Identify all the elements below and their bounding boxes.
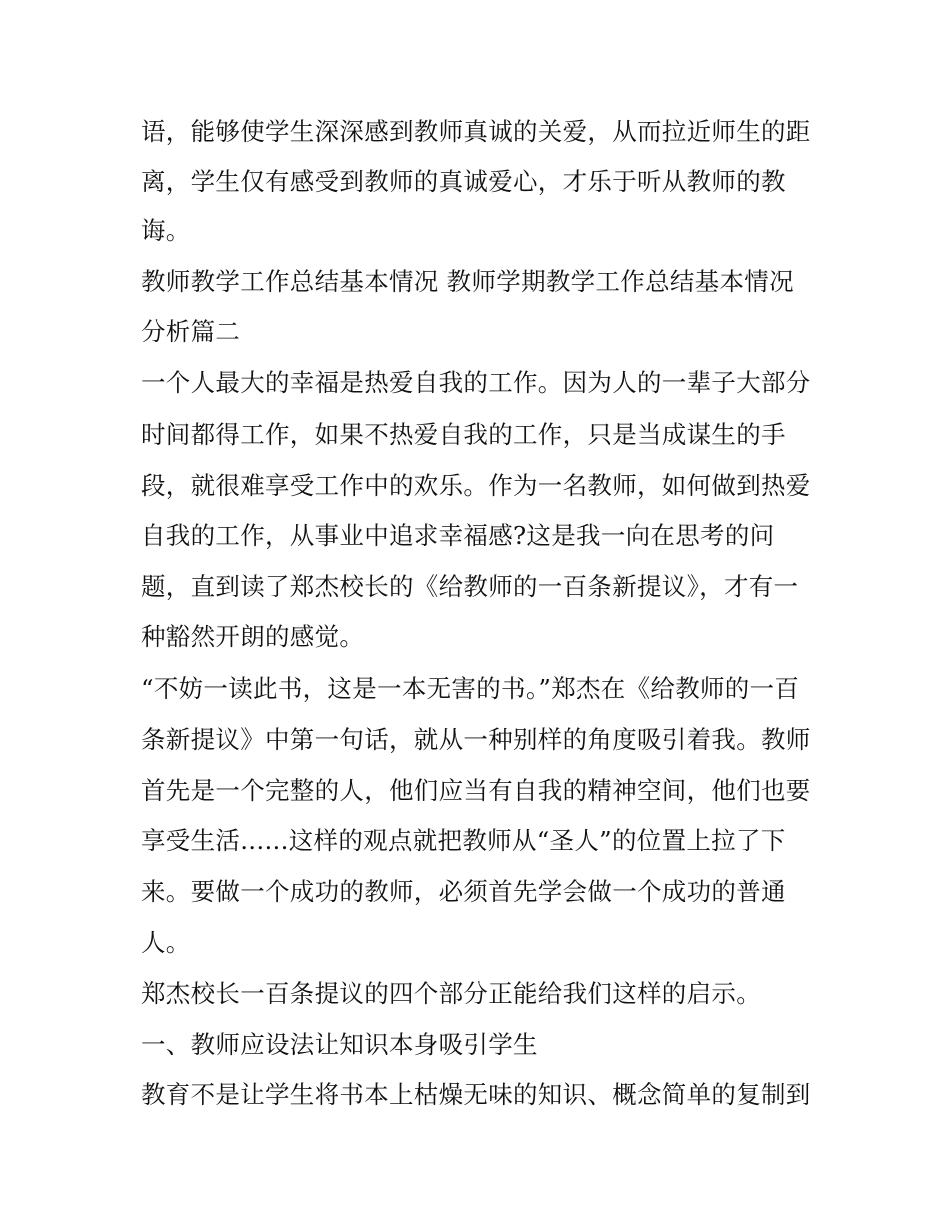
subheading-line: 一、教师应设法让知识本身吸引学生 — [141, 1030, 538, 1059]
text-line: 语，能够使学生深深感到教师真诚的关爱，从而拉近师生的距 — [141, 117, 811, 146]
text-line: 离，学生仅有感受到教师的真诚爱心，才乐于听从教师的教 — [141, 167, 786, 196]
text-line: 来。要做一个成功的教师，必须首先学会做一个成功的普通 — [141, 877, 786, 906]
text-line: 享受生活......这样的观点就把教师从“圣人”的位置上拉了下 — [141, 826, 786, 855]
text-line: 首先是一个完整的人，他们应当有自我的精神空间，他们也要 — [141, 776, 811, 805]
section-heading-line: 教师教学工作总结基本情况 教师学期教学工作总结基本情况 — [141, 267, 794, 296]
text-line: 种豁然开朗的感觉。 — [141, 622, 365, 651]
text-line: 条新提议》中第一句话，就从一种别样的角度吸引着我。教师 — [141, 725, 811, 754]
text-line: 一个人最大的幸福是热爱自我的工作。因为人的一辈子大部分 — [141, 368, 811, 397]
text-line: 人。 — [141, 928, 191, 957]
text-line: 段，就很难享受工作中的欢乐。作为一名教师，如何做到热爱 — [141, 471, 811, 500]
section-heading-line: 分析篇二 — [141, 317, 241, 346]
text-line: 教育不是让学生将书本上枯燥无味的知识、概念简单的复制到 — [141, 1080, 811, 1109]
text-line: “不妨一读此书，这是一本无害的书。”郑杰在《给教师的一百 — [141, 674, 800, 703]
text-line: 题，直到读了郑杰校长的《给教师的一百条新提议》，才有一 — [141, 572, 799, 601]
text-line: 郑杰校长一百条提议的四个部分正能给我们这样的启示。 — [141, 979, 761, 1008]
text-line: 自我的工作，从事业中追求幸福感?这是我一向在思考的问 — [141, 521, 775, 550]
text-line: 时间都得工作，如果不热爱自我的工作，只是当成谋生的手 — [141, 420, 786, 449]
text-line: 诲。 — [141, 216, 191, 245]
